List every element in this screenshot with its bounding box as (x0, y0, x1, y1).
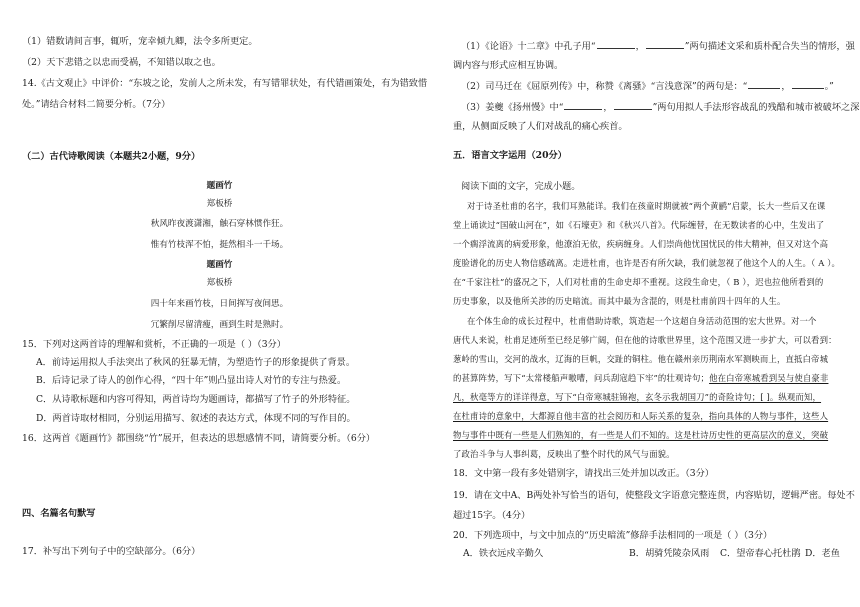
q17-item-1-line-1: （1）《论语》十二章》中孔子用“ ， ”两句描述文采和质朴配合失当的情形，强 (461, 41, 855, 52)
answer-blank[interactable] (792, 79, 824, 89)
underlined-sentence: 他在白帝寒城看到吴与使自豪非 (709, 373, 829, 383)
underlined-sentence: 凡，秋毫等方的详详得意，写下“白帝寒城驻锦袍，玄冬示我胡国刀”的奇险诗句；[ ]。纵观而知， (453, 392, 822, 402)
para2-line-3: 葱岭的雪山，交河的战水，辽海的巨帆，交趾的铜柱。他在赣州亲历荆南水军测映而上，直抵白帝城 (453, 354, 829, 364)
q15-option-b: B．后诗记录了诗人的创作心得，“四十年”则凸显出诗人对竹的专注与热爱。 (36, 375, 347, 386)
para1-line-2: 堂上诵读过“国破山河在”，如《石壕吏》和《秋兴八首》。代际缠替，在无数读者的心中，生发出了 (453, 220, 825, 230)
para2-line-8: 了政治斗争与人事纠葛，反映出了整个时代的风气与面貌。 (453, 449, 675, 459)
poem1-line-1: 秋风昨夜渡潇湘，触石穿林惯作狂。 (150, 219, 289, 229)
para1-line-1: 对于诗圣杜甫的名字，我们耳熟能详。我们在孩童时期就被“两个黄鹂”启蒙，长大一些后又在课 (467, 201, 826, 211)
para2-line-4: 的甚算阵势，写下“太常楼船声嗷嘈，问兵刮寇趋下牢”的壮观诗句；他在白帝寒城看到吴与使自豪非 (453, 373, 829, 383)
poem1-title: 题画竹 (206, 181, 233, 191)
poem1-author: 郑板桥 (206, 199, 233, 209)
poem1-line-2: 惟有竹枝浑不怕，挺然相斗一千场。 (150, 240, 289, 250)
q18: 18．文中第一段有多处错别字，请找出三处并加以改正。（3分） (453, 468, 714, 479)
q14-line-2: 处。”请结合材料二简要分析。（7分） (22, 99, 171, 110)
answer-blank[interactable] (646, 39, 684, 49)
q15-stem: 15．下列对这两首诗的理解和赏析，不正确的一项是（ ）（3分） (22, 339, 286, 350)
q17-item-3-line-2: 重，从侧面反映了人们对战乱的痛心疾首。 (453, 121, 628, 132)
q20-stem: 20．下列选项中，与文中加点的“历史暗流”修辞手法相同的一项是（ ）（3分） (453, 530, 773, 541)
para1-line-3: 一个瘸浮流离的病爱形象，他潦泊无依，疾病缠身。人们崇尚他忧国忧民的伟大精神，但又对这个高 (453, 239, 829, 249)
q20-option-d: D．老鱼 (805, 548, 840, 559)
answer-blank[interactable] (614, 100, 652, 110)
para1-line-6: 历史事象，以及他所关涉的历史暗流。而其中最为含混的，则是杜甫前四十四年的人生。 (453, 296, 786, 306)
answer-blank[interactable] (597, 39, 635, 49)
para2-line-7 (453, 429, 828, 441)
q17-stem: 17．补写出下列句子中的空缺部分。（6分） (22, 546, 201, 557)
para1-line-4: 度脸谱化的历史人物信感疏离。走进杜甫，也许是否有所欠缺，我们就忽视了他这个人的人生。（ A ）。 (453, 258, 841, 268)
reading-intro: 阅读下面的文字，完成小题。 (461, 181, 581, 192)
q17-item-2: （2）司马迁在《屈原列传》中，称赞《离骚》“言浅意深”的两句是：“ ， 。” (461, 81, 834, 92)
q17-item-3-line-1: （3）姜夔《扬州慢》中“ ， ”两句用拟人手法形容战乱的残酷和城市被破坏之深 (461, 102, 860, 113)
poem2-line-1: 四十年来画竹枝，日间挥写夜间思。 (150, 299, 289, 309)
para1-line-5: 在“千家注杜”的盛况之下，人们对杜甫的生命史却不重视。这段生命史，（ B ），迟也拉他所看到的 (453, 277, 824, 287)
q17-item-1-line-2: 调内容与形式应相互协调。 (453, 60, 564, 71)
underlined-sentence: 物与事件中既有一些是人们熟知的，有一些是人们不知的。这是杜诗历史性的更高层次的意义，突破 (453, 430, 829, 440)
answer-blank[interactable] (564, 100, 602, 110)
para2-line-5 (453, 391, 821, 403)
q15-option-d: D．两首诗取材相同，分别运用描写、叙述的表达方式，体现不同的写作目的。 (36, 413, 356, 424)
para2-line-6 (453, 410, 828, 422)
q20-option-a: A．铁衣远戍辛勤久 (463, 548, 544, 559)
underlined-sentence: 在杜甫诗的意象中，大都源自他丰富的社会阅历和人际关系的复杂，指向具体的人物与事件，这些人 (453, 411, 829, 421)
q13-line-1: （1）错数请间言事，辄听，宠幸倾九卿，法令多所更定。 (22, 36, 258, 47)
poem2-author: 郑板桥 (206, 278, 233, 288)
q20-option-b: B．胡骑凭陵杂风雨 (629, 548, 710, 559)
para2-line-1: 在个体生命的成长过程中，杜甫借助诗歌，筑造起一个这超自身活动范围的宏大世界。对一个 (467, 316, 817, 326)
section5-title: 五．语言文字运用（20分） (453, 150, 567, 161)
section4-title: 四、名篇名句默写 (22, 508, 96, 519)
q15-option-a: A．前诗运用拟人手法突出了秋风的狂暴无情，为塑造竹子的形象提供了背景。 (36, 357, 356, 368)
q14-line-1: 14.《古文观止》中评价：“东坡之论，发前人之所未发，有写错罪状处，有代错画策处，有为错致惜 (22, 78, 428, 89)
poem2-line-2: 冗繁削尽留清瘦，画到生时是熟时。 (150, 320, 289, 330)
para2-line-2: 唐代人来说，杜甫足迹所至已经足够广阔，但在他的诗歌世界里，这个范围又进一步扩大，可以看到： (453, 335, 837, 345)
answer-blank[interactable] (748, 79, 780, 89)
q19-line-2: 超过15字。（4分） (453, 510, 531, 521)
q20-option-c: C．望帝春心托杜鹃 (720, 548, 801, 559)
q16: 16．这两首《题画竹》都围绕“竹”展开，但表达的思想感情不同，请简要分析。（6分） (22, 433, 376, 444)
q19-line-1: 19．请在文中A、B两处补写恰当的语句，使整段文字语意完整连贯，内容贴切，逻辑严密。每处不 (453, 490, 855, 501)
section2-title: （二）古代诗歌阅读（本题共2小题，9分） (22, 151, 201, 162)
q13-line-2: （2）天下悲错之以忠而受祸，不知错以取之也。 (22, 57, 221, 68)
poem2-title: 题画竹 (206, 260, 233, 270)
q15-option-c: C．从诗歌标题和内容可得知，两首诗均为题画诗，都描写了竹子的外形特征。 (36, 394, 356, 405)
